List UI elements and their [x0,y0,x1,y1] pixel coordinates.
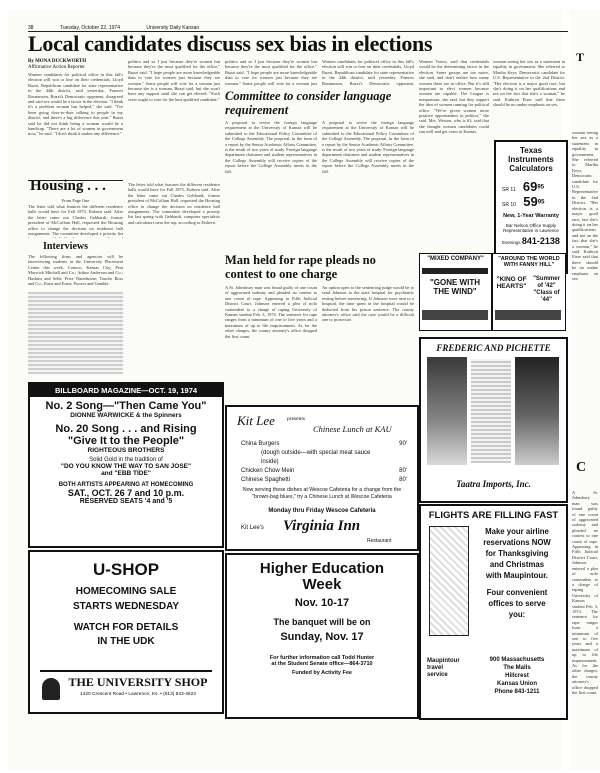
movie-ad-right [492,253,566,331]
rape-body-col2: An option open to the sentencing judge would be to send Johnson to the state hospital for psychiatric testing before sentencing. If Johnson were sent to a hospital, the time spent in the hospital would be deducted from his prison sentence. The county attorney's office said the case would be a difficult one to prosecute. [322,285,414,323]
committee-body-col1: A proposal to revise the foreign language requirement at the University of Kansas will be submitted to the Educational Policy Committee of the College Assembly. The proposal, in the form of a report by the Senior Academic Affairs Committee, is the result of two years of study. Foreign language department chairmen and student representatives in the College Assembly will receive copies of the report before the College Assembly meets in the fall. [225,120,317,174]
flights-line: Make your airline [485,527,549,536]
movie-mixed-company: "MIXED COMPANY" [427,256,484,262]
movie-king-hearts: "KING OF HEARTS" [496,276,527,290]
ti-model-row [502,194,560,209]
flights-line: Four convenient [486,588,548,597]
women-voters-body: Women Voters, said that credentials would be the determining factor in the election. Some groups are too naive, she said, and don't realize how many women there are in office. But it's still important to elect women because women are capable. The League is nonpartisan, she said, but they support the idea of women running for political office. "We've given women more positive opportunities in politics," she said. Mrs. Weston, who is 63, said that she thought women candidates could run well and get votes in Kansas. [419,59,489,135]
billboard-concert-ad [28,382,224,548]
ti-model-cents: 95 [537,199,545,206]
mascot-icon [42,678,60,700]
adjacent-initial: T [576,50,585,64]
ushop-udk: IN THE UDK [97,636,155,647]
frederic-title: FREDERIC AND PICHETTE [436,343,551,353]
menu-item [241,440,407,449]
billboard-tagline: Solid Gold in the tradition of [89,457,163,463]
interviews-heading: Interviews [43,241,88,252]
movie-class44: "Class of '44" [533,290,560,303]
billboard-date: SAT., OCT. 26 7 and 10 p.m. [67,488,185,498]
billboard-seats: RESERVED SEATS '4 and '5 [79,498,173,505]
housing-heading: Housing . . . [30,178,106,194]
movie-summer42 [530,276,563,304]
billboard-header: BILLBOARD MAGAZINE—OCT. 19, 1974 [30,384,222,397]
flights-copy [469,526,565,620]
kitlee-title: Chinese Lunch at KAU [313,424,392,434]
billboard-appearance: BOTH ARTISTS APPEARING AT HOMECOMING [58,482,194,488]
interviews-intro: The following firms and agencies will be interviewing students at the University Placement Center this week. Conoco, Kansas City; Peat Marwick Mitchell and Co.; Arthur Andersen and Co.; Haskins and Sells; Price Waterhouse; Touche Ross and Co.; Ernst and Ernst; Procter and Gamble. [28,254,123,287]
housing-jump: From Page One [61,198,90,203]
billboard-artist2: RIGHTEOUS BROTHERS [87,447,165,454]
higher-ed-funding: Funded by Activity Fee [291,670,352,676]
maupintour-flights-ad [419,504,568,720]
ti-model-name: SR 10 [502,202,516,208]
ushop-start: STARTS WEDNESDAY [72,601,180,612]
flights-line: and Christmas [489,560,545,569]
ti-title: Texas Instruments Calculators [508,146,554,173]
ushop-sale: HOMECOMING SALE [75,586,177,597]
kitlee-menu [241,440,407,485]
office-address: Kansas Union [496,681,537,687]
menu-item-price: 80' [399,477,407,483]
menu-item-note: (dough outside—with special meat sauce inside) [261,450,371,465]
kitlee-note: Now serving these dishes at Wescoe Cafeteria for a change from the "brown-bag blues," try a Chinese Lunch at Wescoe Cafeteria [242,487,402,500]
ti-store: Bar Nelson Office Supply [505,223,557,228]
committee-headline: Committee to consider language requirement [225,89,392,117]
main-headline: Local candidates discuss sex bias in elections [28,31,433,56]
housing-body-cont: The letter told what features the different residence halls would have for Fall 1975, Eisbern said. After the letter came out Charles Gebhardt, former president of McCollum Hall, requested the Housing office to change the decision on residence hall assignments. The committee developed a priority list last spring with Gebhardt, computer specialists and calculators near the top, according to Eisbern. [128,182,220,225]
page-sheet [8,10,563,770]
menu-item-name: China Burgers [241,441,280,447]
ti-phone: 841-2138 [521,236,560,246]
menu-item [241,467,407,476]
menu-item-price: 90' [399,441,407,447]
story-body-col4: Women candidates for political office in this fall's election will win or lose on their credentials, Lloyd Buzzi, Republican candidate for state representative in the 44th district, said yesterday. Frances Rasmussen, Buzzi's Democratic opponent, [322,59,414,86]
ti-warranty: New, 1-Year Warranty [503,213,559,219]
flights-line: you: [508,610,526,619]
snowman-illustration [429,526,469,636]
maupintour-logo: Maupintour travel service [427,658,460,678]
ti-model-cents: 95 [537,184,545,191]
ti-hours: Evenings [502,240,521,245]
ti-model-price: 59 [523,194,538,209]
flights-line: reservations NOW [483,538,551,547]
higher-ed-week-ad [225,553,419,719]
kitlee-possessive: Kit Lee's [241,525,264,531]
movie-fanny-hill: "AROUND THE WORLD WITH FANNY HILL" [498,256,560,268]
ushop-watch: WATCH FOR DETAILS [73,622,179,633]
office-phone: Phone 843-1211 [494,689,540,695]
interviews-listing [28,292,123,374]
higher-ed-title: Higher Education [259,560,385,577]
ti-phone-line [496,236,566,246]
ushop-ad [28,550,224,714]
story-body-col1: Women candidates for political office in this fall's election will win or lose on their credentials, Lloyd Buzzi, Republican candidate for state representative in the 44th district, said yesterday. Frances Rasmussen, Buzzi's Democratic opponent, disagreed and said sex would be a factor in the election. "I think it's a problem woman has helped," she said. "I've been going door-to-door talking to people in my district, and there's a big difference this year." Buzzi said he did not think being a woman would be a handicap. "There are a lot of women in government now," he said. "I don't think it makes any difference." [28,72,123,137]
higher-ed-info: For further information call Todd Hunter [269,655,375,661]
movie-gone-wind: "GONE WITH THE WIND" [429,278,480,296]
virginia-inn-label: Restaurant [367,538,392,544]
page-number: 38 [28,25,34,31]
banquet-date: Sunday, Nov. 17 [280,631,364,643]
product-listing [471,359,511,463]
ushop-title: U-SHOP [92,560,160,579]
rape-headline: Man held for rape pleads no contest to one charge [225,253,376,281]
frederic-company: Taatra Imports, Inc. [456,479,531,489]
billboard-song1: No. 2 Song—"Then Came You" [45,400,207,412]
ushop-address: 1420 Crescent Road • Lawrence, Ks. • (913) 843-4623 [80,692,196,697]
byline-name: By MONA DUCKWORTH [28,59,87,64]
theatre-logo [422,268,488,274]
kitlee-days: Monday thru Friday Wescoe Cafeteria [268,508,376,514]
ti-contact: Representative in Lawrence [503,228,559,233]
virginia-inn-logo: Virginia Inn [283,518,361,534]
story-body-col6: woman seeing her sex as a statement in equality in government. She referred to Martha Keys, Democratic candidate for U.S. Representative in the 2nd District. "Her election is a major good race, but she's doing it on her qualifications and not on the fact that she's a woman," he said. Kathryn Eiser said that there should be no undue emphasis on sex. [493,59,565,108]
ti-model-row [502,179,560,194]
story-body-col3: politics and so I just because they're women but because they're the most qualified for the office," Buzzi said. "I hope people are more knowledgeable than to vote for women just because they are women." Some people will vote for a woman just [225,59,317,86]
theatre-logo [422,310,488,320]
model-photo-left [427,357,467,465]
page-date: Tuesday, October 22, 1974 [59,25,120,31]
billboard-reference2: and "EBB TIDE" [101,470,151,477]
flights-headline: FLIGHTS ARE FILLING FAST [428,510,559,521]
ushop-logo-band [40,670,212,706]
paper-name: University Daily Kansan [146,25,200,31]
rape-body-col1: A St. Johnsbury man was found guilty of one count of aggravated sodomy and pleaded no contest to one count of rape. Appearing in Fifth Judicial District Court, Johnson entered a plea of nolo contendere to a charge of raping University of Kansas student Feb. 3, 1974. The sentence for rape ranges from a minimum of one to five years and a maximum of up to life imprisonment. As for the other charges, the county attorney's office dropped the first count. [225,285,317,339]
kitlee-presents: presents [287,416,306,422]
menu-item-price: 80' [399,468,407,474]
banquet-intro: The banquet will be on [273,617,371,627]
housing-body: The letter told what features the different residence halls would have for Fall 1975, Eisbern said. After the letter came out Charles Gebhardt, former president of McCollum Hall, requested the Housing office to change the decision on residence hall assignments. The committee developed a priority list [28,204,123,237]
movie-ad-left [419,253,492,331]
ushop-logo: THE UNIVERSITY SHOP [68,675,208,689]
office-address: Hillcrest [505,673,529,679]
ti-model-list [502,179,560,209]
higher-ed-phone: at the Student Senate office—864-3710 [271,661,373,667]
ti-model-name: SR 11 [502,187,516,193]
higher-ed-dates: Nov. 10-17 [294,597,350,609]
byline-role: Affirmative Action Reporter [28,65,85,70]
higher-ed-week: Week [302,576,342,593]
adjacent-page [570,10,600,770]
model-photo-right [515,357,559,465]
frederic-pichette-ad [419,337,568,503]
story-byline [28,59,123,71]
flights-line: offices to serve [488,599,546,608]
flights-line: for Thanksgiving [485,549,549,558]
menu-item-name: Chicken Chow Mein [241,468,295,474]
committee-body-col2: A proposal to revise the foreign language requirement at the University of Kansas will be submitted to the Educational Policy Committee of the College Assembly. The proposal, in the form of a report by the Senior Academic Affairs Committee, is the result of two years of study. Foreign language department chairmen and student representatives in the College Assembly will receive copies of the report before the College Assembly meets in the fall. [322,120,414,174]
billboard-song2-title: "Give It to the People" [67,435,185,447]
billboard-artist1: DIONNE WARWICKE & the Spinners [70,412,182,419]
story-body-col2: politics and so I just because they're women but because they're the most qualified for the office," Buzzi said. "I hope people are more knowledgeable than to vote for women just because they are women." Some people will vote for a woman just because she is a woman, Buzzi said, but she won't have any support until she can get elected. "Each voter ought to vote for the best qualified candidate." [128,59,220,102]
menu-item [241,476,407,485]
adjacent-text: woman seeing her sex as a statement in equality in government. She referred to Martha Keys, Democratic candidate for U.S. Representative in the 2nd District. "Her election is a major good race, but she's doing it on her qualifications and not on the fact that she's a woman," he said. Kathryn Eiser said that there should be no undue emphasis on sex. [572,130,598,281]
kitlee-ad [225,405,419,551]
kitlee-brand: Kit Lee [237,413,275,428]
office-address: The Malls [503,665,531,671]
theatre-logo [495,310,561,320]
menu-item-name: Chinese Spaghetti [241,477,291,483]
billboard-song2: No. 20 Song . . . and Rising [55,423,197,435]
billboard-reference: "DO YOU KNOW THE WAY TO SAN JOSE" [60,463,192,470]
maupintour-offices [469,656,565,696]
flights-line: with Maupintour. [486,571,548,580]
movie-summer-title: "Summer of '42" [533,276,560,289]
office-address: 900 Massachusetts [489,657,545,663]
adjacent-initial: C [576,460,587,475]
adjacent-text: A St. Johnsbury man was found guilty of one count of aggravated sodomy and pleaded no contest to one count of rape. Appearing in Fifth Judicial District Court, Johnson entered a plea of nolo contendere to a charge of raping University of Kansas student Feb. 3, 1974. The sentence for rape ranges from a minimum of one to five years and a maximum of up to life imprisonment. As for the other charges, the county attorney's office dropped the first count. [572,490,598,696]
ti-model-price: 69 [522,179,538,194]
